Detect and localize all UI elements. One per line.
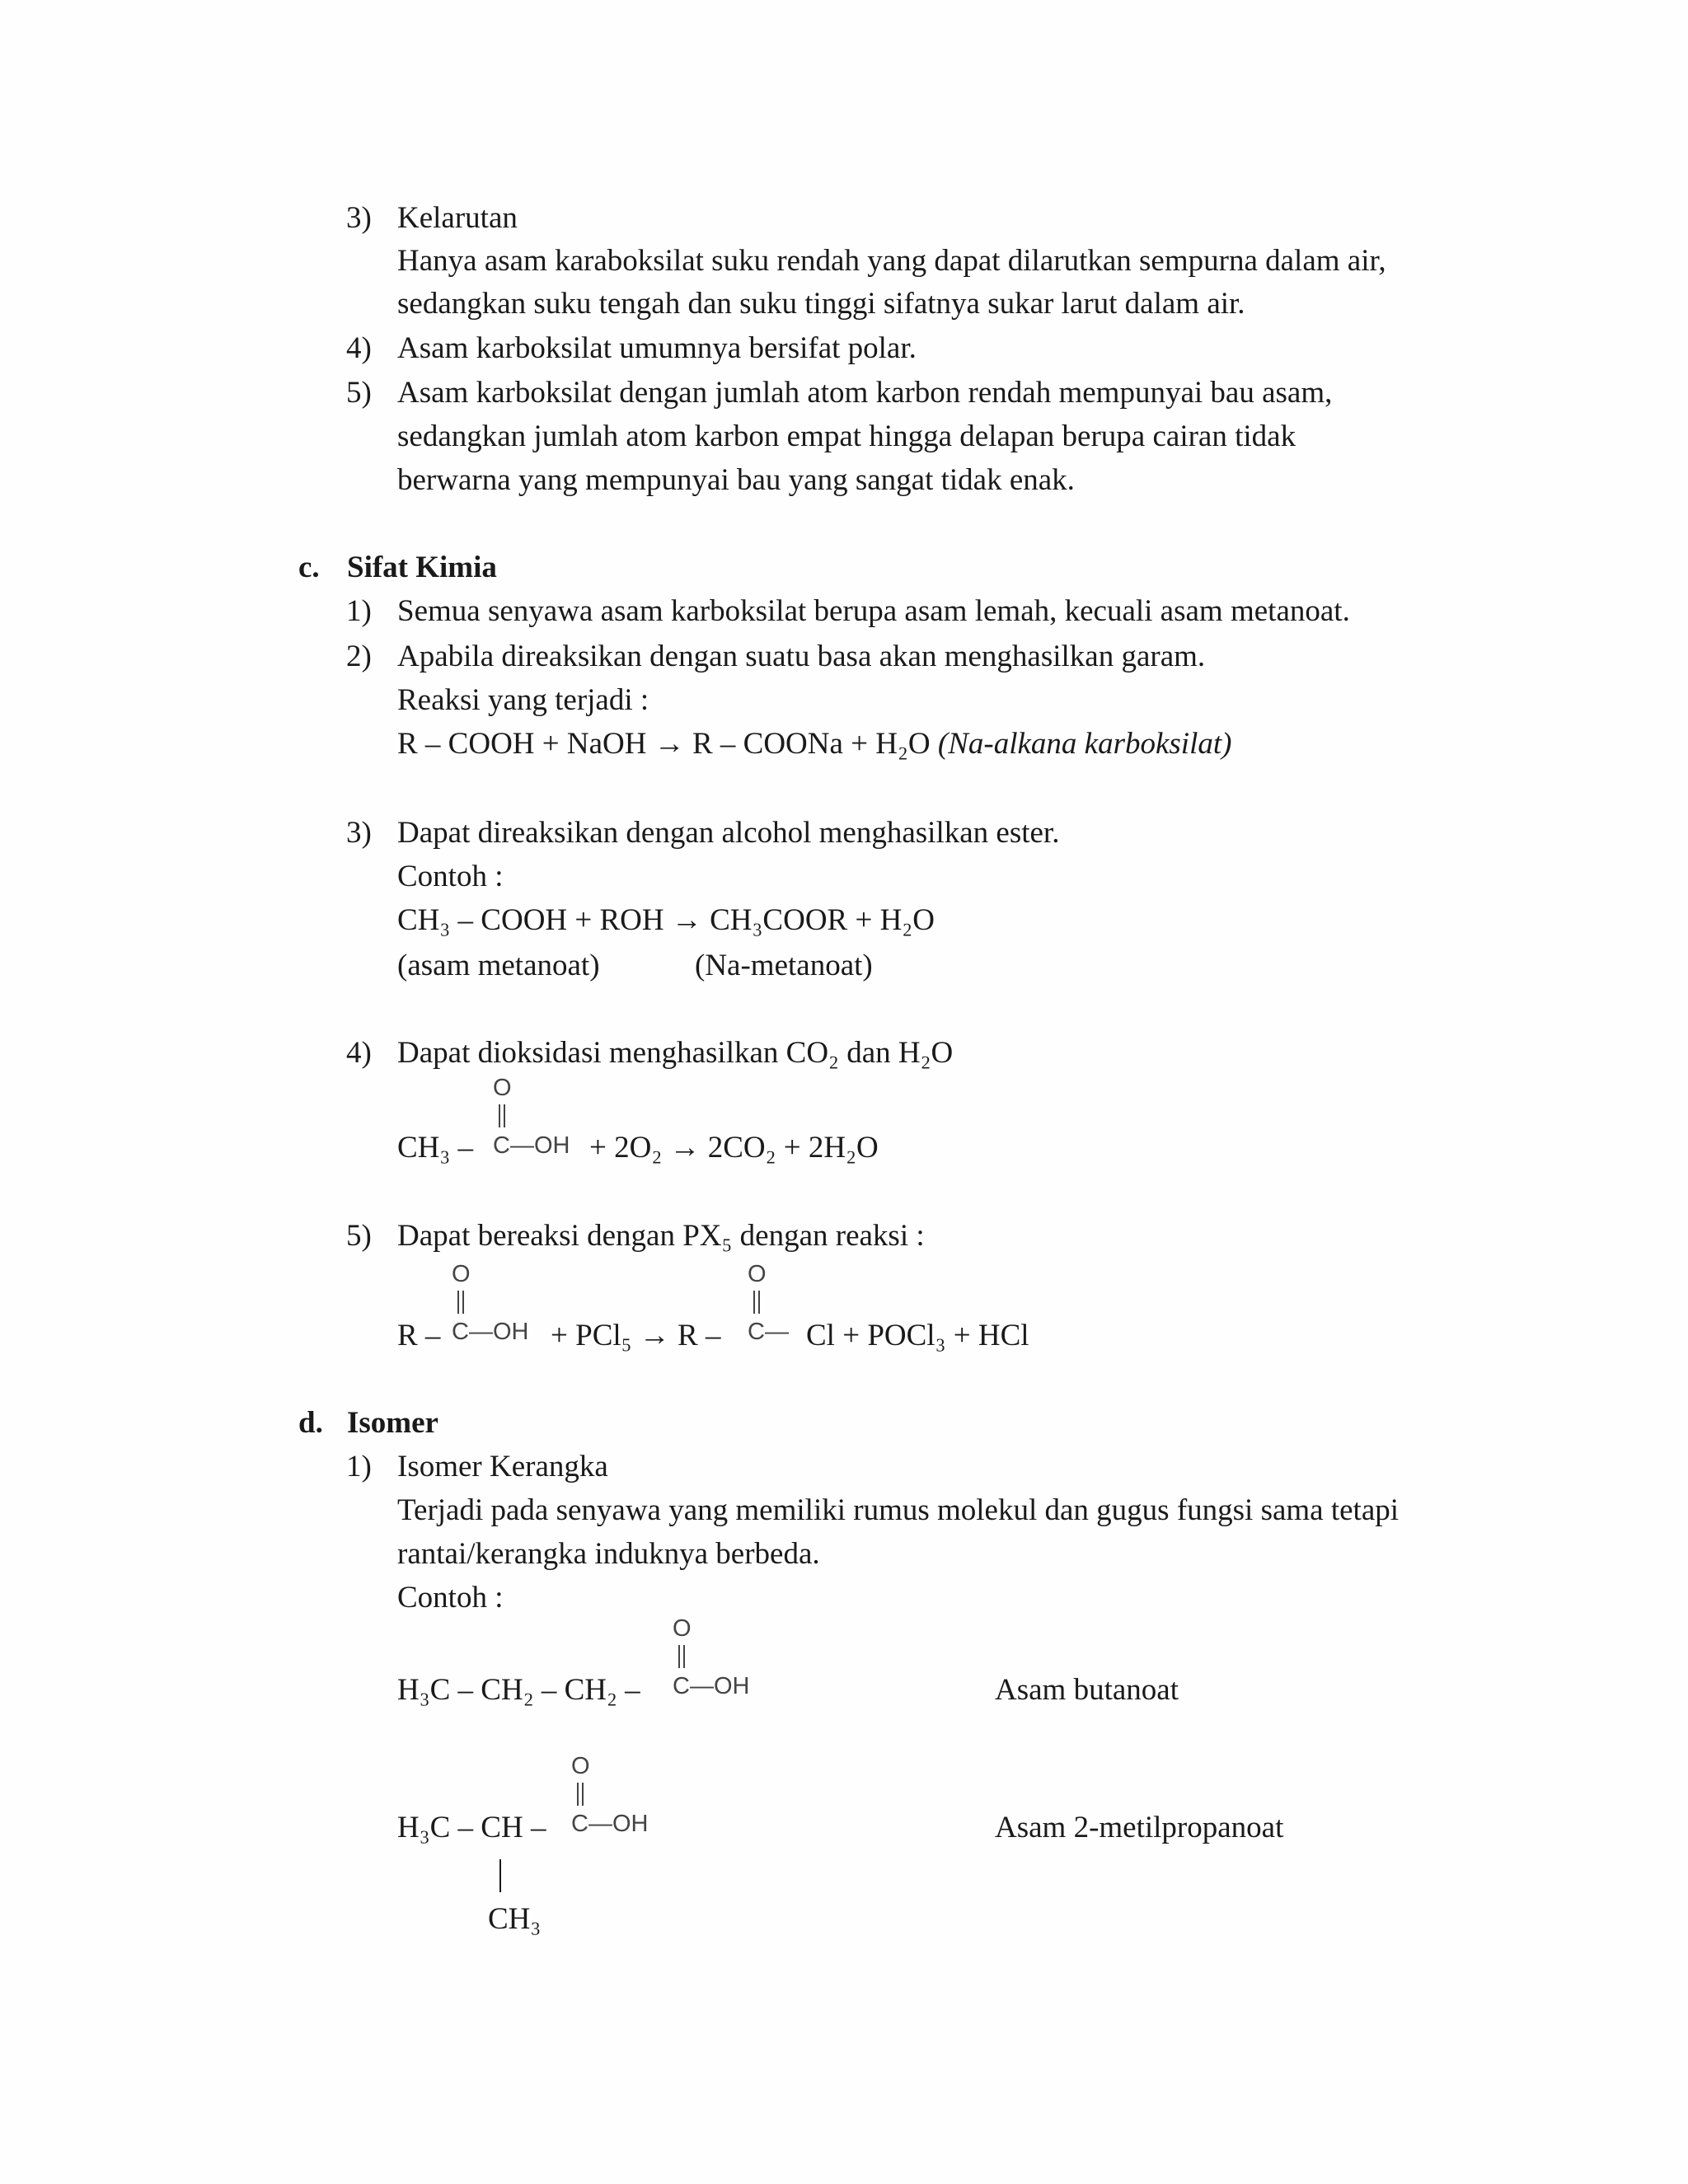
oxygen-atom: O <box>493 1075 512 1101</box>
carboxyl-group: C—OH <box>571 1811 649 1837</box>
reaction-middle: + PCl₅ → R – <box>551 1319 721 1352</box>
carboxyl-group: C—OH <box>673 1673 750 1699</box>
double-bond <box>457 1291 464 1314</box>
item-number: 1) <box>346 1450 372 1483</box>
carboxyl-group: C—OH <box>493 1132 570 1159</box>
item-number: 5) <box>346 376 372 410</box>
oxygen-atom: O <box>748 1261 767 1287</box>
paragraph-line: Asam karboksilat umumnya bersifat polar. <box>397 331 917 365</box>
double-bond <box>577 1783 584 1806</box>
compound-name: Asam 2-metilpropanoat <box>995 1811 1284 1844</box>
paragraph-line: rantai/kerangka induknya berbeda. <box>397 1537 820 1571</box>
paragraph-line: berwarna yang mempunyai bau yang sangat tidak enak. <box>397 463 1075 497</box>
item-number: 4) <box>346 331 372 365</box>
example-label: Contoh : <box>397 860 504 893</box>
oxygen-atom: O <box>452 1261 471 1287</box>
item-title: Kelarutan <box>397 201 518 235</box>
section-letter: d. <box>298 1406 323 1440</box>
paragraph-line: Hanya asam karaboksilat suku rendah yang dapat dilarutkan sempurna dalam air, <box>397 244 1386 278</box>
item-number: 5) <box>346 1219 372 1253</box>
item-number: 3) <box>346 201 372 235</box>
paragraph-line: Dapat direaksikan dengan alcohol menghasilkan ester. <box>397 816 1060 850</box>
carboxyl-group: C—OH <box>452 1319 529 1345</box>
double-bond <box>678 1645 685 1668</box>
double-bond <box>753 1291 760 1314</box>
branch-group: CH₃ <box>488 1902 542 1936</box>
paragraph-line: sedangkan suku tengah dan suku tinggi sifatnya sukar larut dalam air. <box>397 287 1245 321</box>
structural-formula: H₃C – CH₂ – CH₂ – <box>397 1673 640 1707</box>
oxygen-atom: O <box>571 1753 590 1779</box>
acyl-group: C— <box>748 1319 789 1345</box>
reaction-right: + 2O₂ → 2CO₂ + 2H₂O <box>589 1131 879 1165</box>
double-bond <box>499 1104 505 1127</box>
section-title: Isomer <box>347 1406 438 1440</box>
compound-name: Asam butanoat <box>995 1673 1179 1707</box>
item-number: 4) <box>346 1036 372 1070</box>
paragraph-line: Dapat dioksidasi menghasilkan CO₂ dan H₂O <box>397 1036 954 1070</box>
compound-label: (asam metanoat) <box>397 949 600 982</box>
branch-bond <box>499 1859 501 1892</box>
paragraph-line: Dapat bereaksi dengan PX₅ dengan reaksi : <box>397 1219 925 1253</box>
reaction-note: (Na-alkana karboksilat) <box>937 727 1232 761</box>
reaction-left: R – <box>397 1319 441 1352</box>
item-title: Isomer Kerangka <box>397 1450 608 1483</box>
compound-label: (Na-metanoat) <box>695 949 873 982</box>
oxygen-atom: O <box>673 1615 692 1642</box>
paragraph-line: sedangkan jumlah atom karbon empat hingga delapan berupa cairan tidak <box>397 419 1296 453</box>
section-letter: c. <box>298 551 320 584</box>
structural-formula: H₃C – CH – <box>397 1811 546 1844</box>
reaction-text: R – COOH + NaOH → R – COONa + H₂O <box>397 727 931 761</box>
reaction-left: CH₃ – <box>397 1131 474 1165</box>
paragraph-line: Semua senyawa asam karboksilat berupa asam lemah, kecuali asam metanoat. <box>397 594 1350 628</box>
item-number: 1) <box>346 594 372 628</box>
example-label: Contoh : <box>397 1581 504 1615</box>
reaction-right: Cl + POCl₃ + HCl <box>806 1319 1029 1352</box>
reaction-equation: CH₃ – COOH + ROH → CH₃COOR + H₂O <box>397 903 935 937</box>
section-title: Sifat Kimia <box>347 551 497 584</box>
paragraph-line: Apabila direaksikan dengan suatu basa akan menghasilkan garam. <box>397 640 1206 673</box>
reaction-equation <box>397 729 1231 759</box>
item-number: 2) <box>346 640 372 673</box>
reaction-label: Reaksi yang terjadi : <box>397 683 649 717</box>
item-number: 3) <box>346 816 372 850</box>
paragraph-line: Terjadi pada senyawa yang memiliki rumus molekul dan gugus fungsi sama tetapi <box>397 1493 1400 1527</box>
paragraph-line: Asam karboksilat dengan jumlah atom karbon rendah mempunyai bau asam, <box>397 376 1333 410</box>
